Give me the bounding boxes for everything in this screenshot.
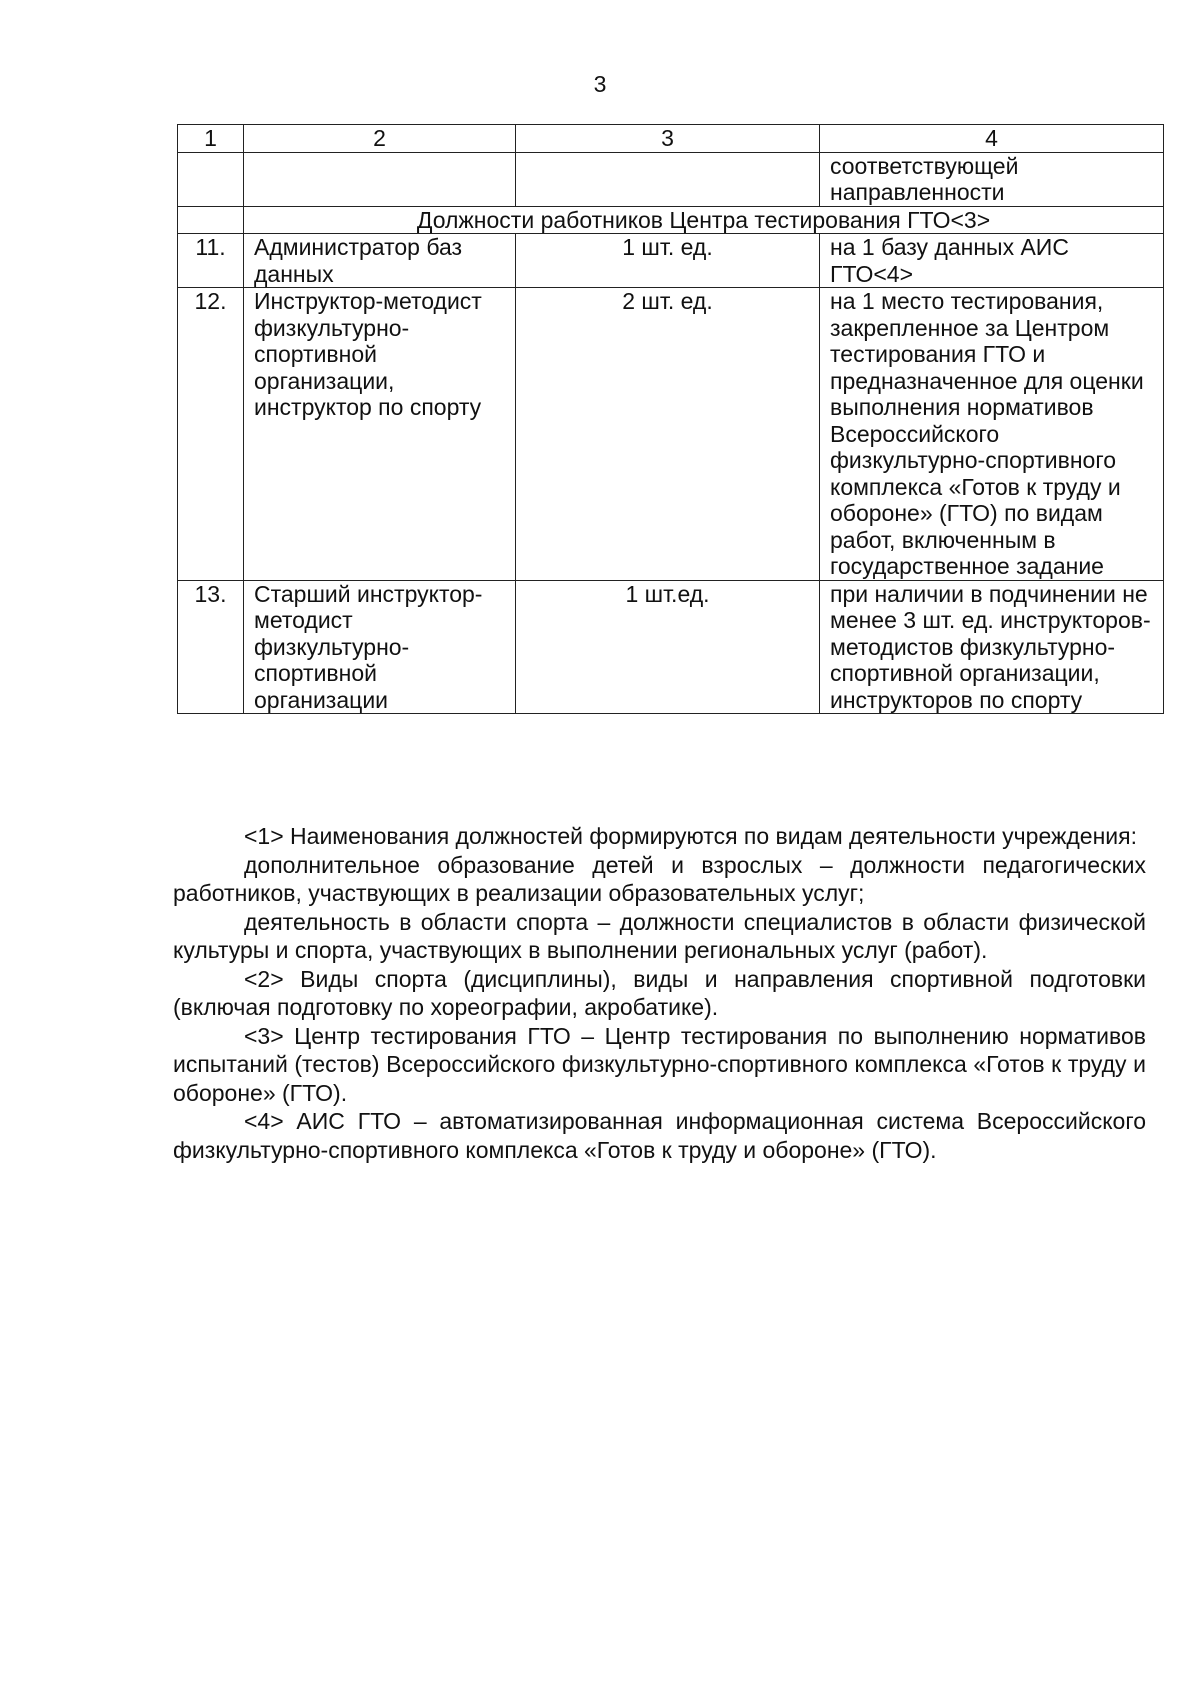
page-number: 3 [593,71,607,97]
continuation-cell: соответствующей направленности [820,152,1164,206]
empty-cell [516,152,820,206]
position-cell: Инструктор-методист физкультурно-спортивной организации, инструктор по спорту [244,288,516,581]
empty-cell [244,152,516,206]
quantity-cell: 1 шт. ед. [516,234,820,288]
footnote-paragraph: <3> Центр тестирования ГТО – Центр тестирования по выполнению нормативов испытаний (тестов) Всероссийского физкультурно-спортивного комплекса «Готов к труду и обороне» (ГТО). [173,1022,1146,1106]
section-title: Должности работников Центра тестирования ГТО<3> [244,206,1164,234]
table-header-row [178,125,1164,153]
table-row [178,288,1164,581]
basis-cell: при наличии в подчинении не менее 3 шт. ед. инструкторов-методистов физкультурно-спортивной организации, инструкторов по спорту [820,580,1164,714]
footnote-paragraph: <1> Наименования должностей формируются по видам деятельности учреждения: [244,823,1137,849]
footnote-paragraph: <4> АИС ГТО – автоматизированная информационная система Всероссийского физкультурно-спортивного комплекса «Готов к труду и обороне» (ГТО). [173,1108,1146,1163]
header-cell-3: 3 [516,125,820,153]
empty-cell [178,206,244,234]
staff-table [177,124,1164,714]
table-row [178,580,1164,714]
row-number: 12. [178,288,244,581]
basis-cell: на 1 место тестирования, закрепленное за Центром тестирования ГТО и предназначенное для оценки выполнения нормативов Всероссийского физкультурно-спортивного комплекса «Готов к труду и обороне» (ГТО) по видам работ, включенным в государственное задание [820,288,1164,581]
footnote-paragraph: деятельность в области спорта – должности специалистов в области физической культуры и спорта, участвующих в выполнении региональных услуг (работ). [173,908,1146,963]
quantity-cell: 2 шт. ед. [516,288,820,581]
row-number: 11. [178,234,244,288]
table-row [178,234,1164,288]
empty-cell [178,152,244,206]
footnotes [173,822,1146,1164]
header-cell-4: 4 [820,125,1164,153]
basis-cell: на 1 базу данных АИС ГТО<4> [820,234,1164,288]
table-continuation-row [178,152,1164,206]
section-title-row [178,206,1164,234]
position-cell: Администратор баз данных [244,234,516,288]
position-cell: Старший инструктор-методист физкультурно-спортивной организации [244,580,516,714]
row-number: 13. [178,580,244,714]
footnote-paragraph: <2> Виды спорта (дисциплины), виды и направления спортивной подготовки (включая подготовку по хореографии, акробатике). [173,965,1146,1020]
header-cell-2: 2 [244,125,516,153]
quantity-cell: 1 шт.ед. [516,580,820,714]
header-cell-1: 1 [178,125,244,153]
footnote-paragraph: дополнительное образование детей и взрослых – должности педагогических работников, участвующих в реализации образовательных услуг; [173,851,1146,906]
